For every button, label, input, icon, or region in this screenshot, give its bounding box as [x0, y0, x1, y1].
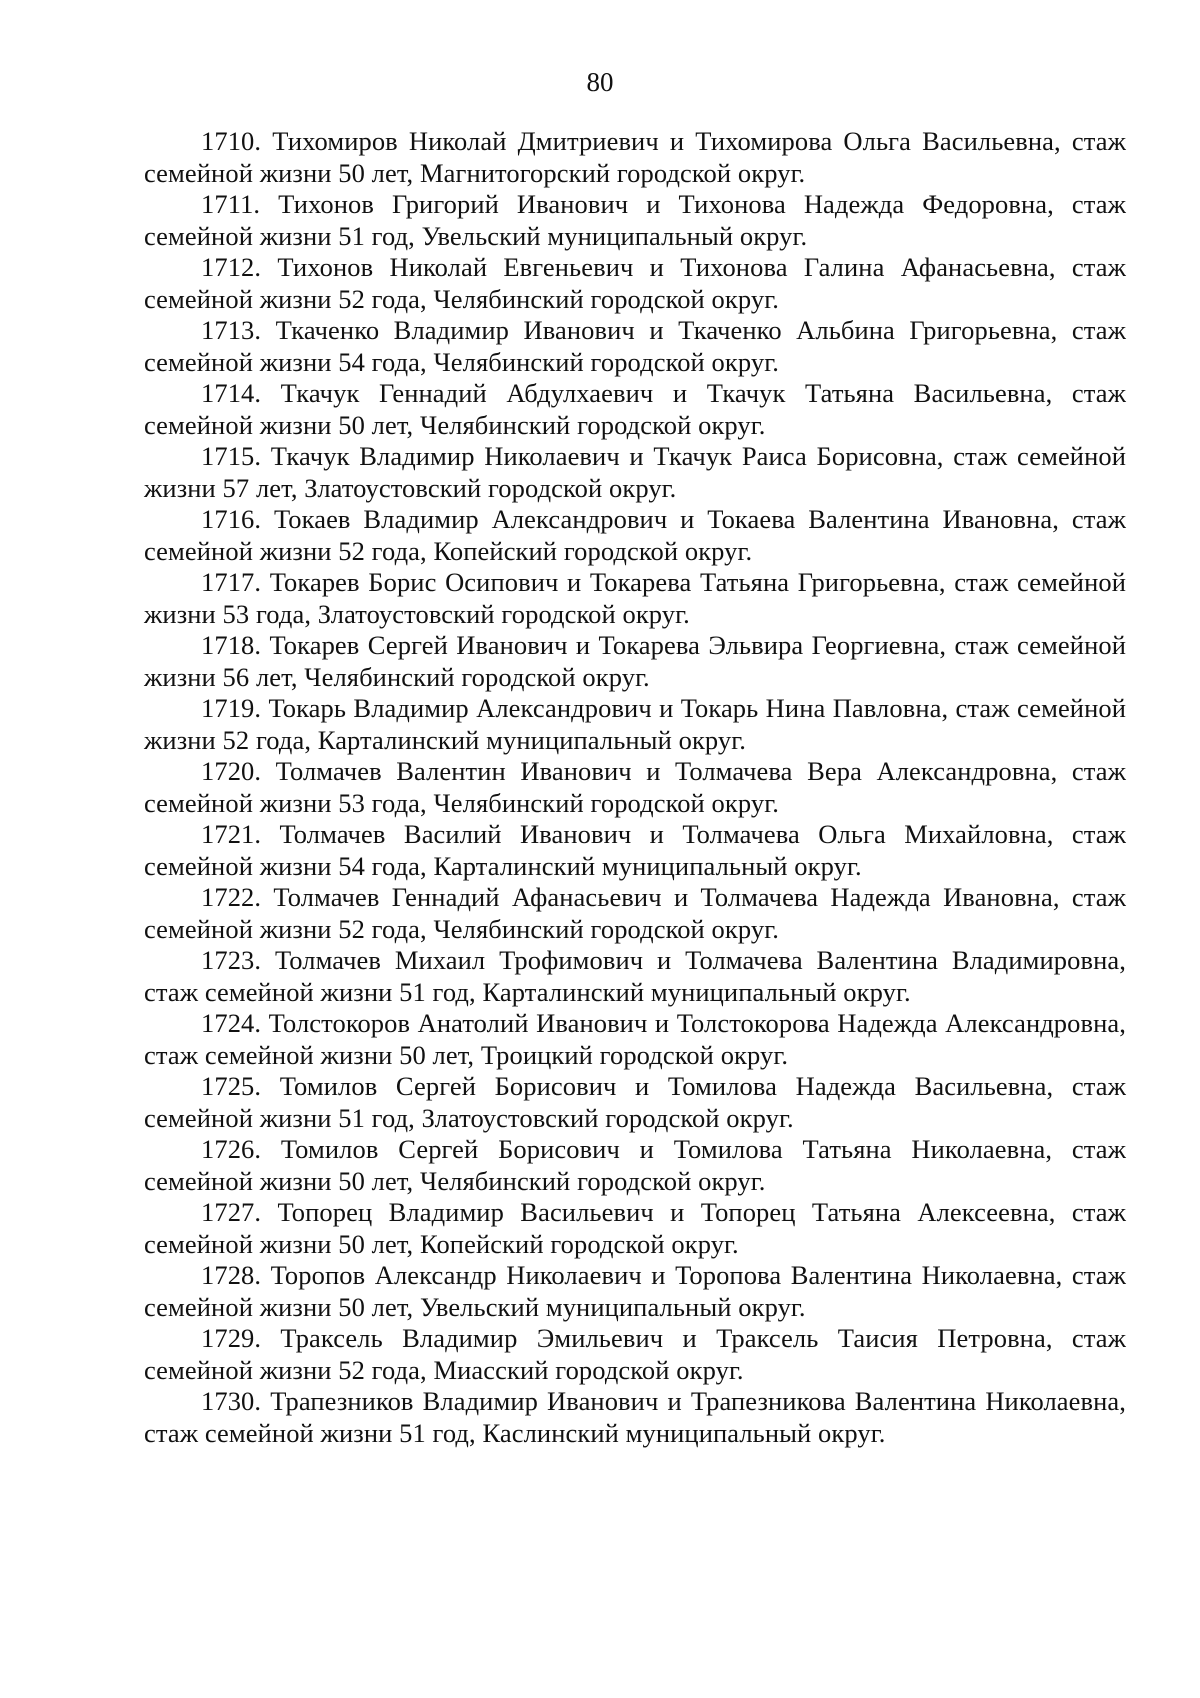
list-item: 1711. Тихонов Григорий Иванович и Тихонова Надежда Федоровна, стаж семейной жизни 51 год, Увельский муниципальный округ. [144, 189, 1126, 251]
list-item: 1725. Томилов Сергей Борисович и Томилова Надежда Васильевна, стаж семейной жизни 51 год, Златоустовский городской округ. [144, 1071, 1126, 1133]
list-item: 1714. Ткачук Геннадий Абдулхаевич и Ткачук Татьяна Васильевна, стаж семейной жизни 50 лет, Челябинский городской округ. [144, 378, 1126, 440]
list-item: 1727. Топорец Владимир Васильевич и Топорец Татьяна Алексеевна, стаж семейной жизни 50 лет, Копейский городской округ. [144, 1197, 1126, 1259]
list-item: 1720. Толмачев Валентин Иванович и Толмачева Вера Александровна, стаж семейной жизни 53 года, Челябинский городской округ. [144, 756, 1126, 818]
page-number: 80 [586, 67, 614, 97]
list-item: 1717. Токарев Борис Осипович и Токарева Татьяна Григорьевна, стаж семейной жизни 53 года, Златоустовский городской округ. [144, 567, 1126, 629]
list-item: 1729. Траксель Владимир Эмильевич и Траксель Таисия Петровна, стаж семейной жизни 52 года, Миасский городской округ. [144, 1323, 1126, 1385]
list-item: 1721. Толмачев Василий Иванович и Толмачева Ольга Михайловна, стаж семейной жизни 54 года, Карталинский муниципальный округ. [144, 819, 1126, 881]
list-item: 1730. Трапезников Владимир Иванович и Трапезникова Валентина Николаевна, стаж семейной жизни 51 год, Каслинский муниципальный округ. [144, 1386, 1126, 1448]
list-item: 1719. Токарь Владимир Александрович и Токарь Нина Павловна, стаж семейной жизни 52 года, Карталинский муниципальный округ. [144, 693, 1126, 755]
list-item: 1712. Тихонов Николай Евгеньевич и Тихонова Галина Афанасьевна, стаж семейной жизни 52 года, Челябинский городской округ. [144, 252, 1126, 314]
list-item: 1713. Ткаченко Владимир Иванович и Ткаченко Альбина Григорьевна, стаж семейной жизни 54 года, Челябинский городской округ. [144, 315, 1126, 377]
list-item: 1722. Толмачев Геннадий Афанасьевич и Толмачева Надежда Ивановна, стаж семейной жизни 52 года, Челябинский городской округ. [144, 882, 1126, 944]
list-item: 1710. Тихомиров Николай Дмитриевич и Тихомирова Ольга Васильевна, стаж семейной жизни 50 лет, Магнитогорский городской округ. [144, 126, 1126, 188]
list-item: 1723. Толмачев Михаил Трофимович и Толмачева Валентина Владимировна, стаж семейной жизни 51 год, Карталинский муниципальный округ. [144, 945, 1126, 1007]
list-item: 1724. Толстокоров Анатолий Иванович и Толстокорова Надежда Александровна, стаж семейной жизни 50 лет, Троицкий городской округ. [144, 1008, 1126, 1070]
list-item: 1726. Томилов Сергей Борисович и Томилова Татьяна Николаевна, стаж семейной жизни 50 лет, Челябинский городской округ. [144, 1134, 1126, 1196]
list-item: 1728. Торопов Александр Николаевич и Торопова Валентина Николаевна, стаж семейной жизни 50 лет, Увельский муниципальный округ. [144, 1260, 1126, 1322]
list-item: 1718. Токарев Сергей Иванович и Токарева Эльвира Георгиевна, стаж семейной жизни 56 лет, Челябинский городской округ. [144, 630, 1126, 692]
list-item: 1715. Ткачук Владимир Николаевич и Ткачук Раиса Борисовна, стаж семейной жизни 57 лет, Златоустовский городской округ. [144, 441, 1126, 503]
entry-list [144, 126, 1126, 1449]
list-item: 1716. Токаев Владимир Александрович и Токаева Валентина Ивановна, стаж семейной жизни 52 года, Копейский городской округ. [144, 504, 1126, 566]
